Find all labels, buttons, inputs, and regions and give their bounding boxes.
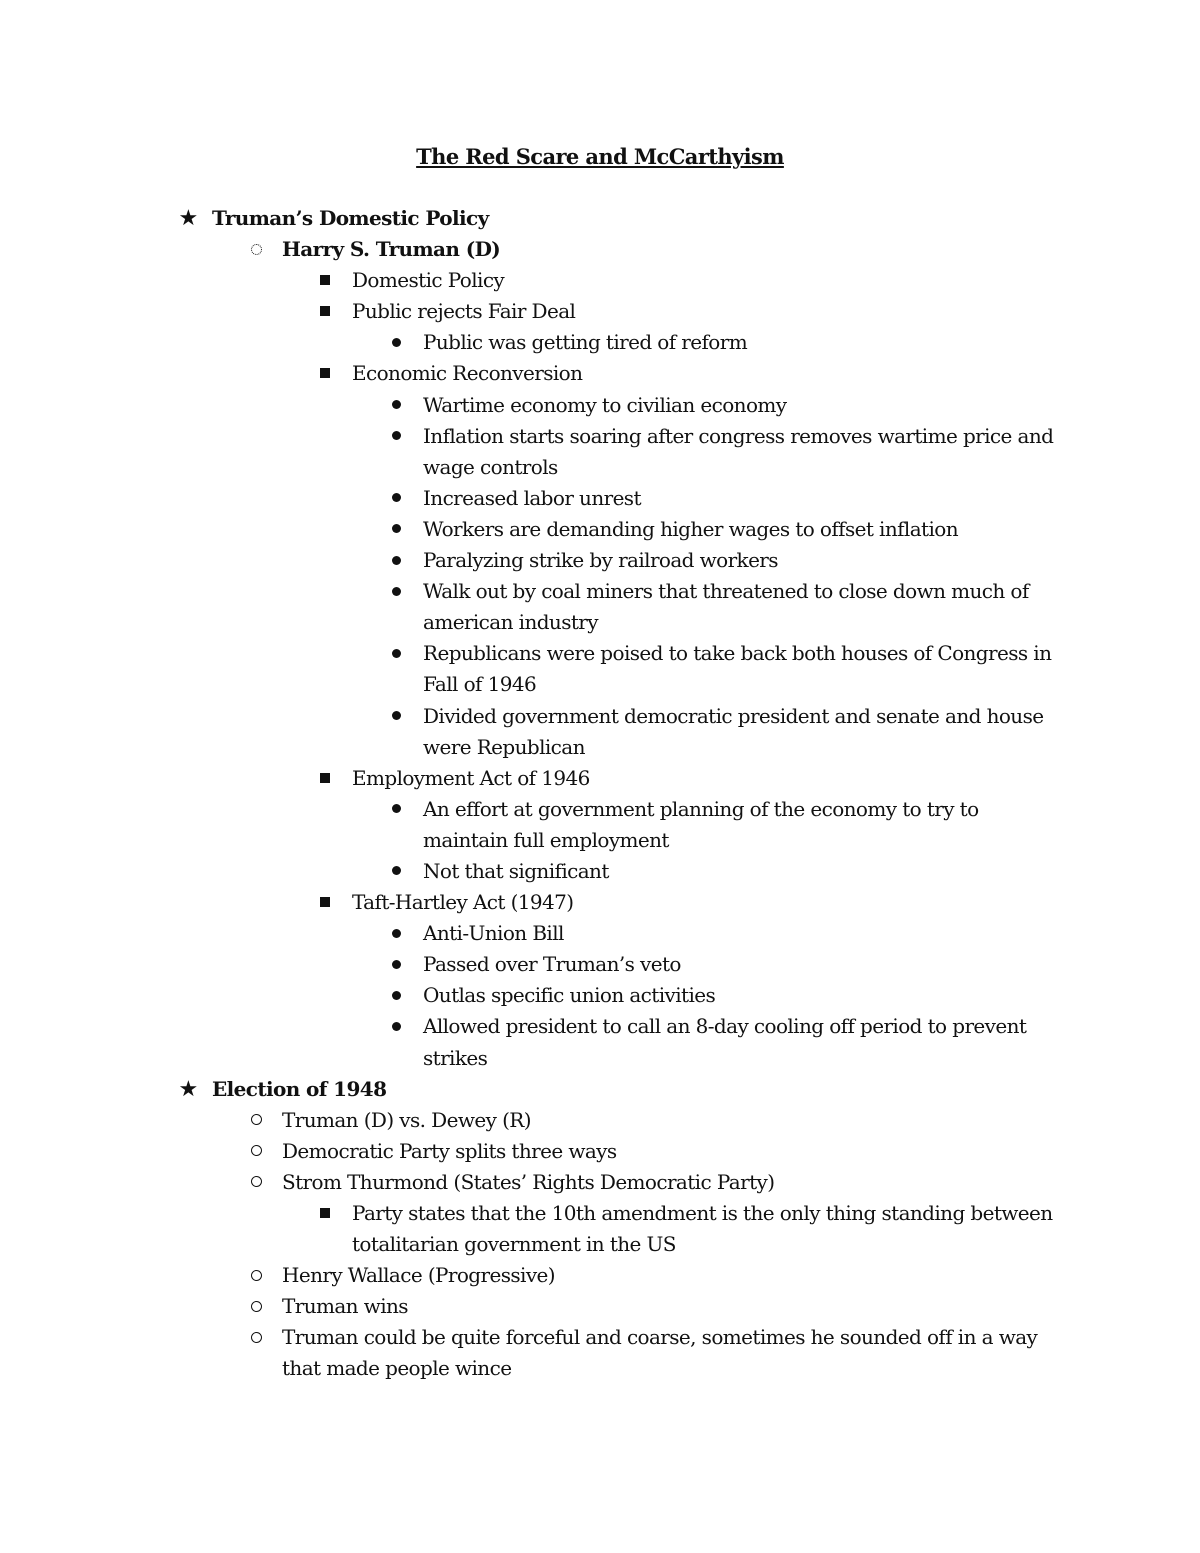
outline-text: totalitarian government in the US [352,1232,676,1257]
dot-bullet-icon [385,327,407,358]
notes-outline [0,203,1200,1385]
outline-item-level-4 [0,327,1200,358]
outline-text: Increased labor unrest [423,485,641,510]
outline-item-level-3 [0,358,1200,389]
outline-item-level-3 [0,887,1200,918]
dot-bullet-icon [385,1011,407,1042]
circle-bullet-icon [245,1291,267,1322]
outline-text: Republicans were poised to take back both houses of Congress in [423,641,1052,666]
outline-text: maintain full employment [423,827,669,852]
outline-text: Inflation starts soaring after congress removes wartime price and [423,423,1054,448]
outline-text: were Republican [423,734,585,759]
circle-bullet-icon [245,1105,267,1136]
circle-bullet-icon [245,1136,267,1167]
outline-item-level-4 [0,576,1200,607]
outline-text: Truman (D) vs. Dewey (R) [282,1107,531,1132]
outline-item-level-2 [0,1136,1200,1167]
outline-item-continuation [0,452,1200,483]
outline-text: Truman’s Domestic Policy [212,206,489,230]
outline-text: Domestic Policy [352,268,505,293]
dot-bullet-icon [385,918,407,949]
square-bullet-icon [314,358,336,389]
circle-bullet-icon [245,1167,267,1198]
outline-item-level-2 [0,1105,1200,1136]
outline-text: Employment Act of 1946 [352,765,590,790]
outline-item-level-4 [0,390,1200,421]
dot-bullet-icon [385,856,407,887]
outline-item-level-3 [0,296,1200,327]
star-icon: ★ [178,206,198,231]
outline-text: Election of 1948 [212,1076,387,1101]
outline-text: An effort at government planning of the economy to try to [423,796,979,821]
outline-item-level-3 [0,1198,1200,1229]
outline-item-level-4 [0,701,1200,732]
square-bullet-icon [314,887,336,918]
outline-text: Democratic Party splits three ways [282,1138,617,1163]
outline-text: Henry Wallace (Progressive) [282,1263,555,1288]
dot-bullet-icon [385,576,407,607]
outline-text: Public was getting tired of reform [423,330,748,355]
square-bullet-icon [314,265,336,296]
dot-bullet-icon [385,794,407,825]
outline-text: that made people wince [282,1356,512,1381]
dot-bullet-icon [385,638,407,669]
dot-bullet-icon [385,514,407,545]
outline-item-level-2 [0,1260,1200,1291]
outline-item-continuation [0,1229,1200,1260]
outline-text: Divided government democratic president and senate and house [423,703,1044,728]
dot-bullet-icon [385,390,407,421]
outline-item-level-2 [0,1322,1200,1353]
outline-item-level-4 [0,794,1200,825]
outline-item-level-1 [0,203,1200,234]
outline-item-level-4 [0,638,1200,669]
outline-item-continuation [0,607,1200,638]
outline-text: Truman wins [282,1294,408,1319]
outline-item-level-2 [0,1167,1200,1198]
outline-text: Outlas specific union activities [423,983,716,1008]
outline-text: Harry S. Truman (D) [282,237,501,262]
outline-text: Strom Thurmond (States’ Rights Democratic Party) [282,1169,775,1194]
outline-text: Allowed president to call an 8-day cooling off period to prevent [423,1014,1027,1039]
dot-bullet-icon [385,701,407,732]
star-icon: ★ [178,1076,198,1102]
outline-item-level-3 [0,265,1200,296]
outline-text: Economic Reconversion [352,361,583,386]
outline-item-level-3 [0,763,1200,794]
square-bullet-icon [314,296,336,327]
page-title: The Red Scare and McCarthyism [416,144,784,169]
circle-bullet-icon [245,1322,267,1353]
dot-bullet-icon [385,545,407,576]
outline-item-level-2 [0,1291,1200,1322]
dot-bullet-icon [385,980,407,1011]
square-bullet-icon [314,1198,336,1229]
outline-text: Anti-Union Bill [423,921,564,946]
outline-item-continuation [0,1353,1200,1384]
outline-text: Passed over Truman’s veto [423,952,681,977]
dotted-circle-icon [245,234,267,265]
outline-item-level-4 [0,545,1200,576]
outline-item-level-1 [0,1074,1200,1105]
outline-text: Public rejects Fair Deal [352,299,576,324]
outline-text: Party states that the 10th amendment is the only thing standing between [352,1201,1053,1225]
outline-item-level-2 [0,234,1200,265]
outline-text: Wartime economy to civilian economy [423,392,787,417]
outline-item-continuation [0,1043,1200,1074]
outline-text: Paralyzing strike by railroad workers [423,548,778,573]
outline-item-level-4 [0,421,1200,452]
outline-text: Not that significant [423,858,609,883]
outline-item-level-4 [0,949,1200,980]
outline-text: Walk out by coal miners that threatened to close down much of [423,579,1029,604]
outline-text: Taft-Hartley Act (1947) [352,890,574,915]
outline-item-continuation [0,669,1200,700]
outline-text: Fall of 1946 [423,672,537,697]
outline-item-level-4 [0,514,1200,545]
outline-item-level-4 [0,1011,1200,1042]
outline-text: strikes [423,1045,488,1070]
outline-item-continuation [0,732,1200,763]
outline-item-level-4 [0,856,1200,887]
outline-item-level-4 [0,483,1200,514]
outline-text: american industry [423,610,598,635]
outline-item-level-4 [0,918,1200,949]
dot-bullet-icon [385,421,407,452]
dot-bullet-icon [385,483,407,514]
dot-bullet-icon [385,949,407,980]
outline-text: wage controls [423,454,558,479]
outline-text: Truman could be quite forceful and coarse, sometimes he sounded off in a way [282,1325,1038,1350]
circle-bullet-icon [245,1260,267,1291]
outline-item-level-4 [0,980,1200,1011]
outline-text: Workers are demanding higher wages to offset inflation [423,516,959,541]
square-bullet-icon [314,763,336,794]
outline-item-continuation [0,825,1200,856]
